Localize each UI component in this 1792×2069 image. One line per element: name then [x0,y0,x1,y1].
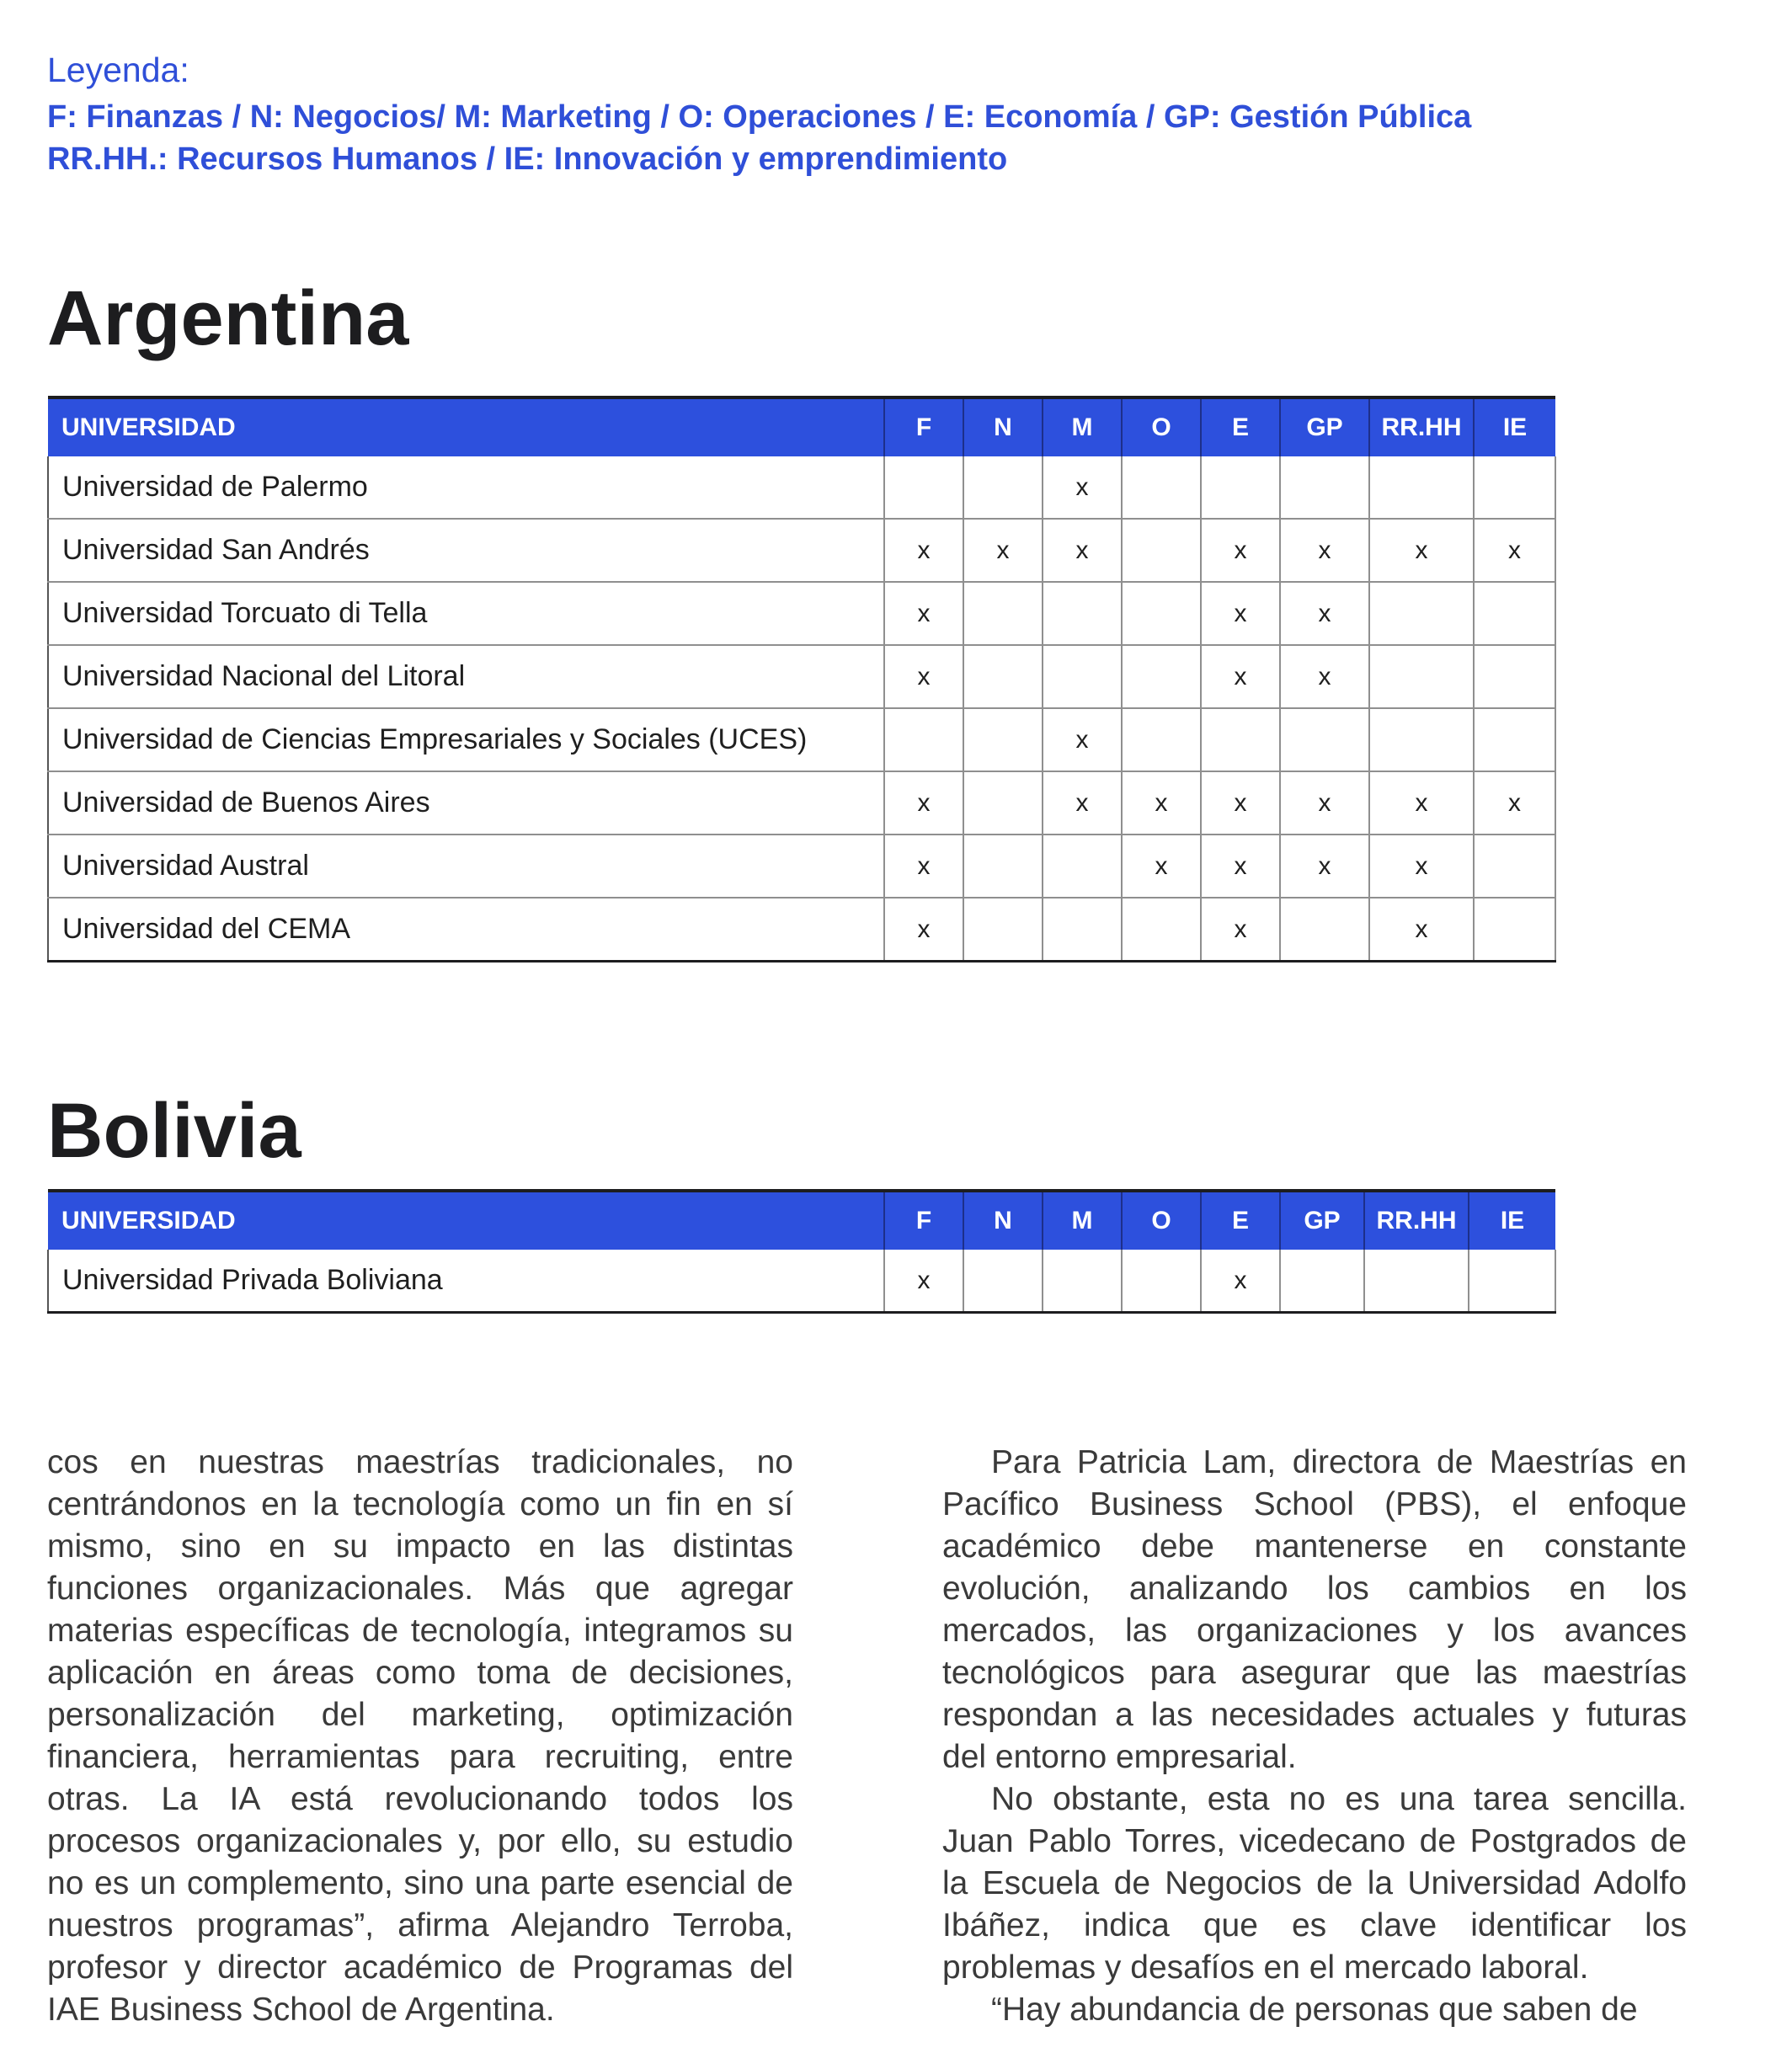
university-name-cell: Universidad Privada Boliviana [48,1250,884,1313]
program-mark-cell [963,708,1043,771]
program-mark-cell: x [1122,835,1201,898]
program-mark-cell [963,1250,1043,1313]
program-mark-cell: x [1043,771,1122,835]
col-header-n: N [963,397,1043,456]
program-mark-cell: x [884,645,963,708]
bolivia-heading: Bolivia [47,1088,301,1174]
program-mark-cell [1122,898,1201,962]
program-mark-cell: x [1280,519,1369,582]
col-header-f: F [884,1191,963,1250]
table-row [48,898,1555,962]
program-mark-cell [1369,708,1474,771]
program-mark-cell [1122,519,1201,582]
bolivia-table [47,1189,1556,1314]
table-row [48,519,1555,582]
program-mark-cell: x [1201,519,1280,582]
program-mark-cell: x [1474,771,1555,835]
program-mark-cell [1369,582,1474,645]
program-mark-cell: x [1369,835,1474,898]
col-header-universidad: UNIVERSIDAD [48,397,884,456]
program-mark-cell: x [1201,645,1280,708]
program-mark-cell [1201,456,1280,519]
program-mark-cell: x [1474,519,1555,582]
table-row [48,708,1555,771]
legend-title: Leyenda: [47,51,189,89]
program-mark-cell: x [1280,645,1369,708]
program-mark-cell [1043,835,1122,898]
legend-line-2: RR.HH.: Recursos Humanos / IE: Innovación y emprendimiento [47,141,1008,177]
table-row [48,582,1555,645]
program-mark-cell [1043,582,1122,645]
university-name-cell: Universidad Nacional del Litoral [48,645,884,708]
article-paragraph: Para Patricia Lam, directora de Maestrías en Pacífico Business School (PBS), el enfoque académico debe mantenerse en constante evolución, analizando los cambios en los mercados, las organizaciones y los avances tecnológicos para asegurar que las maestrías respondan a las necesidades actuales y futuras del entorno empresarial. [942,1444,1687,1775]
article-column-left [47,1442,793,2031]
col-header-o: O [1122,397,1201,456]
program-mark-cell: x [884,519,963,582]
argentina-table [47,396,1556,963]
program-mark-cell: x [884,898,963,962]
university-name-cell: Universidad Torcuato di Tella [48,582,884,645]
university-name-cell: Universidad de Palermo [48,456,884,519]
col-header-e: E [1201,397,1280,456]
program-mark-cell: x [1201,582,1280,645]
argentina-heading: Argentina [47,275,409,361]
program-mark-cell: x [884,771,963,835]
university-name-cell: Universidad de Buenos Aires [48,771,884,835]
program-mark-cell: x [1369,898,1474,962]
table-row [48,645,1555,708]
article-paragraph: No obstante, esta no es una tarea sencilla. Juan Pablo Torres, vicedecano de Postgrados de la Escuela de Negocios de la Universidad Adolfo Ibáñez, indica que es clave identificar los problemas y desafíos en el mercado laboral. [942,1781,1687,1986]
table-row [48,835,1555,898]
program-mark-cell: x [1043,708,1122,771]
program-mark-cell [884,708,963,771]
program-mark-cell: x [1369,771,1474,835]
program-mark-cell [963,898,1043,962]
program-mark-cell [1122,708,1201,771]
col-header-f: F [884,397,963,456]
program-mark-cell [1369,645,1474,708]
program-mark-cell [1043,1250,1122,1313]
col-header-n: N [963,1191,1043,1250]
col-header-rrhh: RR.HH [1369,397,1474,456]
program-mark-cell: x [884,582,963,645]
program-mark-cell: x [1280,582,1369,645]
program-mark-cell [1043,898,1122,962]
program-mark-cell [963,835,1043,898]
program-mark-cell: x [884,835,963,898]
program-mark-cell: x [1122,771,1201,835]
program-mark-cell [1474,645,1555,708]
program-mark-cell: x [1280,835,1369,898]
col-header-rrhh: RR.HH [1364,1191,1469,1250]
program-mark-cell [1474,708,1555,771]
program-mark-cell [1122,456,1201,519]
program-mark-cell [963,645,1043,708]
col-header-universidad: UNIVERSIDAD [48,1191,884,1250]
program-mark-cell: x [1201,898,1280,962]
program-mark-cell [1122,645,1201,708]
program-mark-cell [1122,582,1201,645]
program-mark-cell: x [1201,771,1280,835]
legend-line-1: F: Finanzas / N: Negocios/ M: Marketing / O: Operaciones / E: Economía / GP: Gestión Pública [47,99,1472,135]
article-paragraph: “Hay abundancia de personas que saben de [991,1992,1638,2028]
program-mark-cell [1474,898,1555,962]
table-header-row [48,397,1555,456]
program-mark-cell [1280,1250,1364,1313]
program-mark-cell [1364,1250,1469,1313]
program-mark-cell: x [1043,519,1122,582]
table-row [48,1250,1555,1313]
program-mark-cell [1469,1250,1555,1313]
program-mark-cell [1280,708,1369,771]
program-mark-cell: x [884,1250,963,1313]
program-mark-cell: x [1280,771,1369,835]
col-header-o: O [1122,1191,1201,1250]
program-mark-cell [1122,1250,1201,1313]
table-row [48,456,1555,519]
program-mark-cell [963,771,1043,835]
program-mark-cell: x [1201,1250,1280,1313]
university-name-cell: Universidad de Ciencias Empresariales y Sociales (UCES) [48,708,884,771]
col-header-gp: GP [1280,1191,1364,1250]
table-row [48,771,1555,835]
program-mark-cell [1201,708,1280,771]
program-mark-cell: x [1369,519,1474,582]
legend [47,44,1563,180]
program-mark-cell [963,582,1043,645]
program-mark-cell [1474,582,1555,645]
program-mark-cell [1474,835,1555,898]
program-mark-cell [1474,456,1555,519]
col-header-m: M [1043,1191,1122,1250]
university-name-cell: Universidad San Andrés [48,519,884,582]
col-header-ie: IE [1474,397,1555,456]
col-header-e: E [1201,1191,1280,1250]
program-mark-cell: x [1201,835,1280,898]
university-name-cell: Universidad Austral [48,835,884,898]
university-name-cell: Universidad del CEMA [48,898,884,962]
program-mark-cell [1369,456,1474,519]
article-paragraph: cos en nuestras maestrías tradicionales, no centrándonos en la tecnología como un fin en sí mismo, sino en su impacto en las distintas funciones organizacionales. Más que agregar materias específicas de tecnología, integramos su aplicación en áreas como toma de decisiones, personalización del marketing, optimización financiera, herramientas para recruiting, entre otras. La IA está revolucionando todos los procesos organizacionales y, por ello, su estudio no es un complemento, sino una parte esencial de nuestros programas”, afirma Alejandro Terroba, profesor y director académico de Programas del IAE Business School de Argentina. [47,1444,793,2028]
col-header-gp: GP [1280,397,1369,456]
program-mark-cell [1043,645,1122,708]
program-mark-cell [1280,898,1369,962]
program-mark-cell: x [1043,456,1122,519]
col-header-m: M [1043,397,1122,456]
program-mark-cell [1280,456,1369,519]
program-mark-cell [884,456,963,519]
program-mark-cell [963,456,1043,519]
program-mark-cell: x [963,519,1043,582]
col-header-ie: IE [1469,1191,1555,1250]
table-header-row [48,1191,1555,1250]
article-column-right [942,1442,1687,2031]
